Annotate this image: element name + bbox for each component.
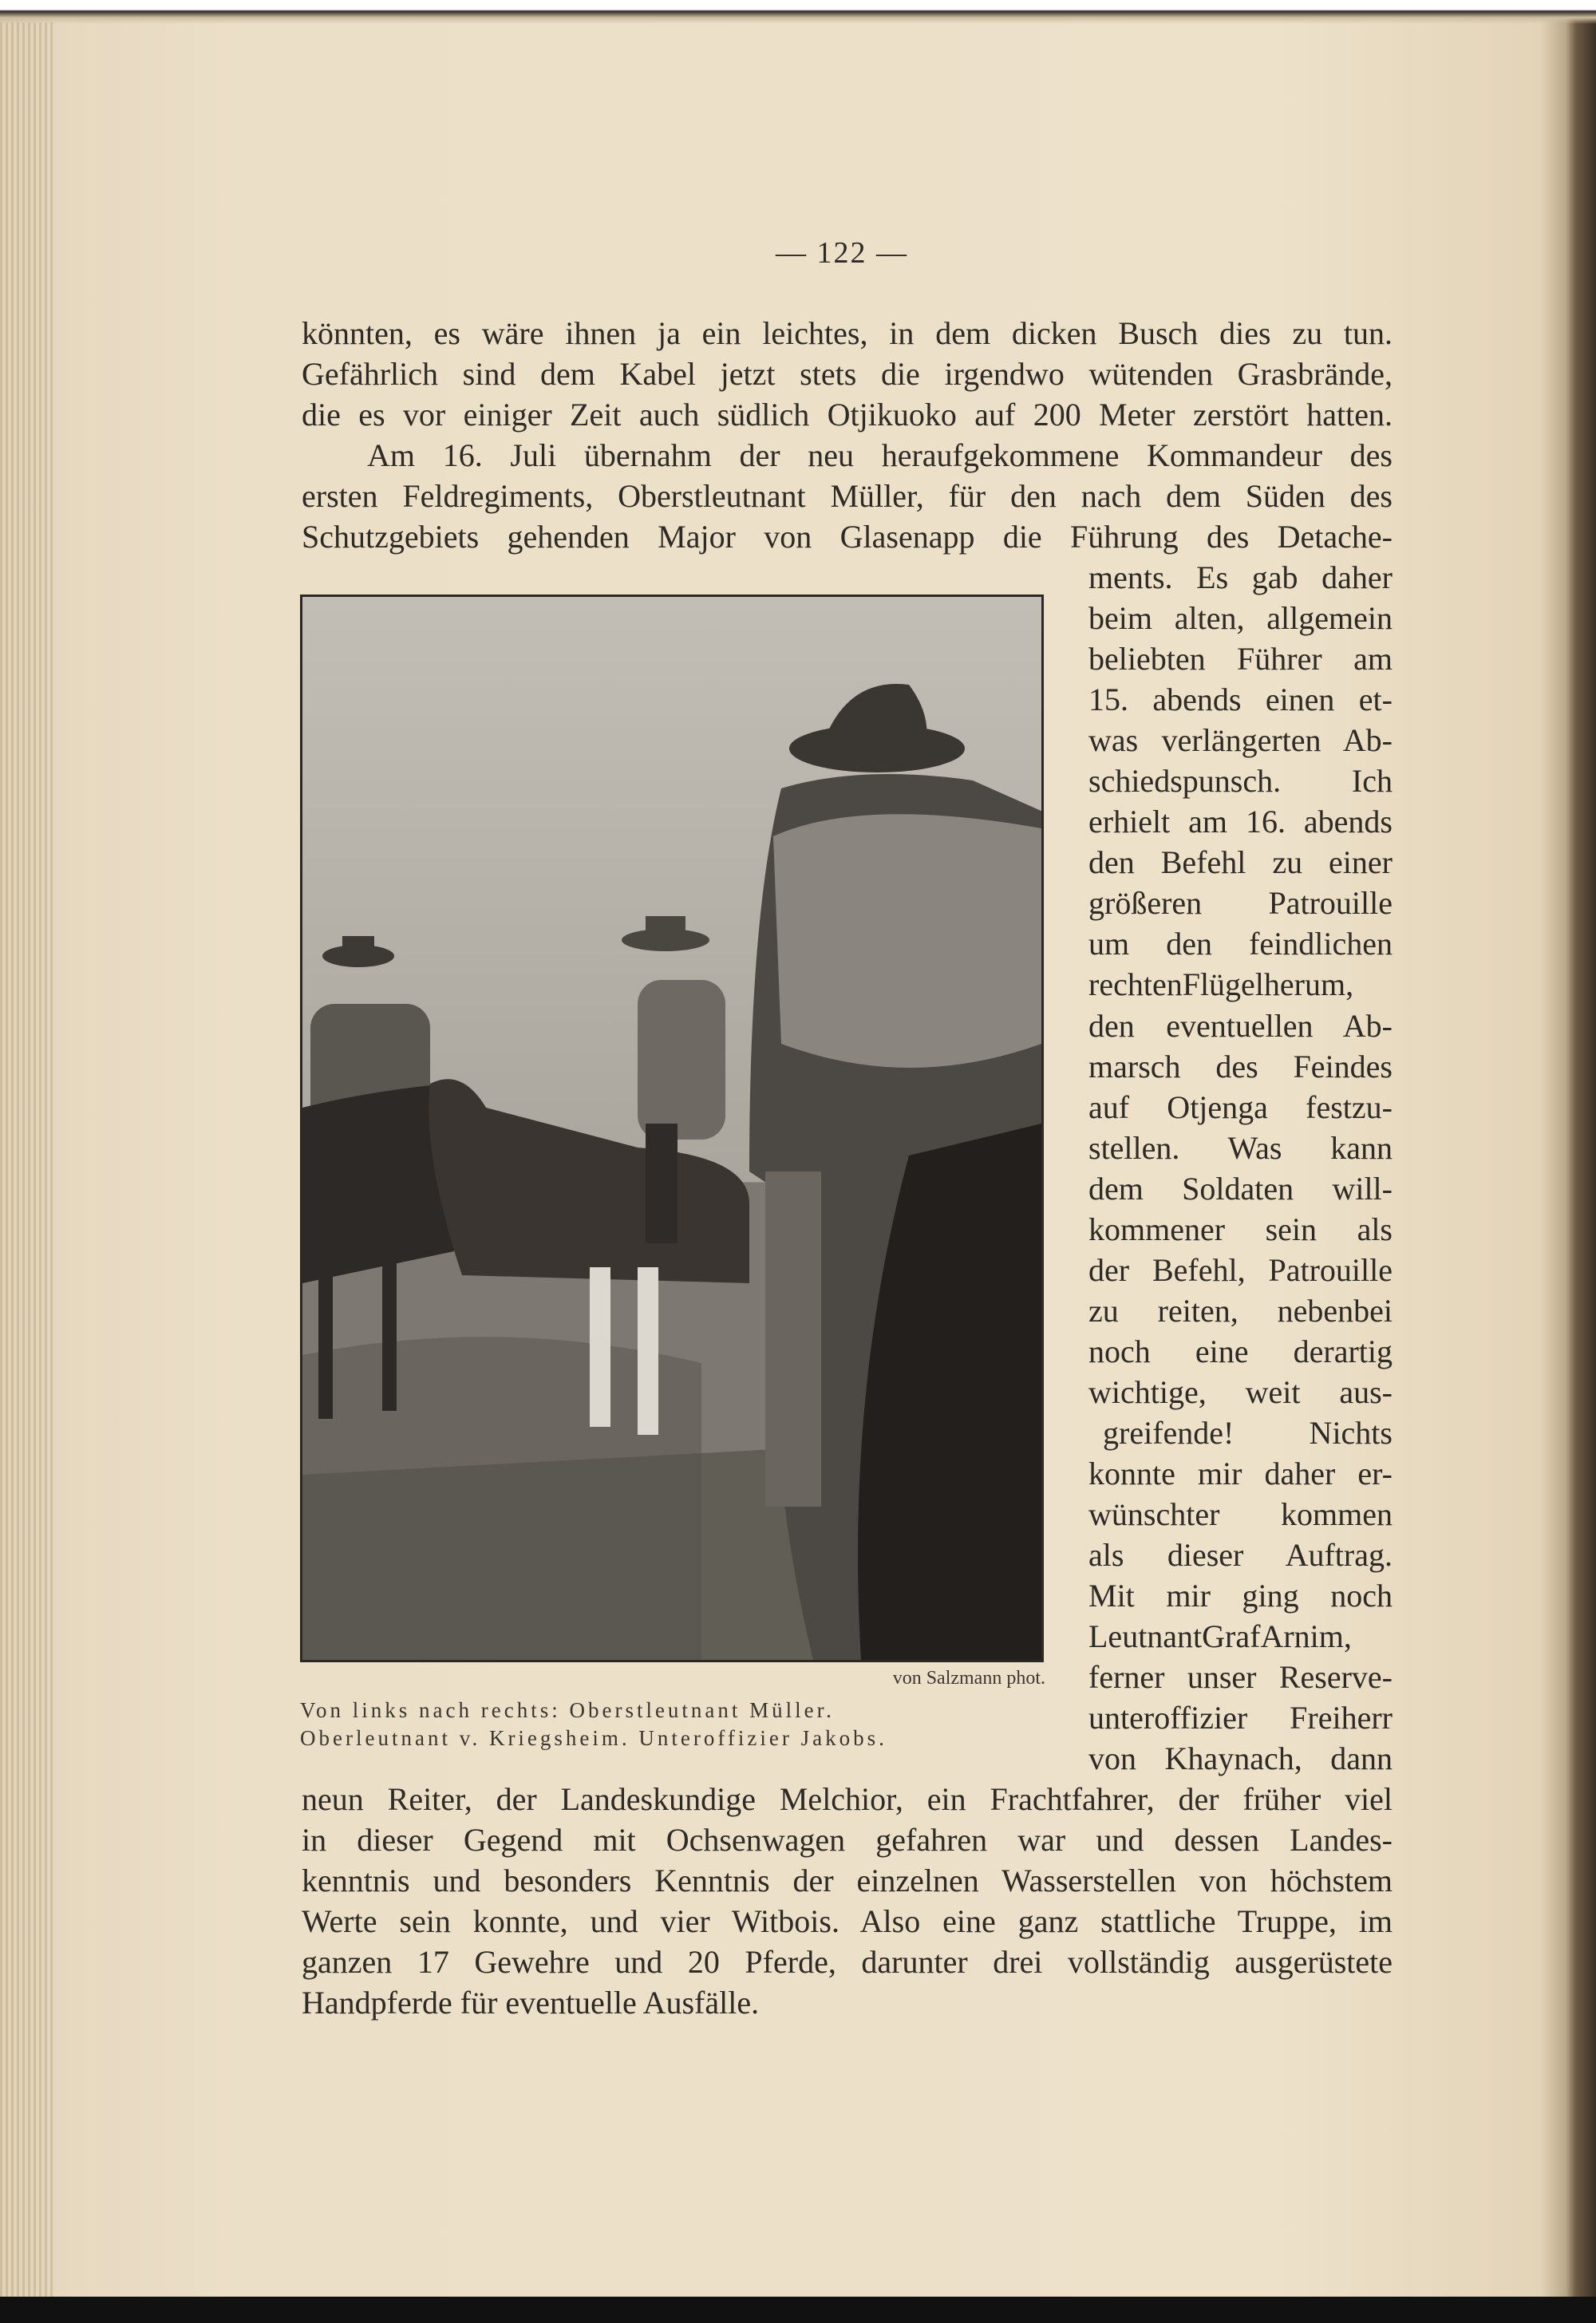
text-line: ments. Es gab daher — [1088, 559, 1393, 596]
text-line: wünschter kommen — [1088, 1495, 1393, 1532]
text-line: 15. abends einen et- — [1088, 681, 1393, 718]
text-line: ganzen 17 Gewehre und 20 Pferde, darunter drei vollständig ausgerüstete — [302, 1944, 1393, 1981]
text-line: neun Reiter, der Landeskundige Melchior, ein Frachtfahrer, der früher viel — [302, 1781, 1393, 1818]
text-line: ferner unser Reserve- — [1088, 1658, 1393, 1695]
page-number: — 122 — — [776, 236, 908, 270]
text-line: greifende! Nichts — [1103, 1414, 1393, 1451]
text-line: Am 16. Juli übernahm der neu heraufgekommene Kommandeur des — [367, 437, 1393, 474]
text-line: stellen. Was kann — [1088, 1129, 1393, 1166]
text-line: noch eine derartig — [1088, 1333, 1393, 1369]
text-line: von Khaynach, dann — [1088, 1740, 1393, 1777]
text-line: schiedspunsch. Ich — [1088, 763, 1393, 800]
text-line: dem Soldaten will- — [1088, 1170, 1393, 1207]
text-line: auf Otjenga festzu- — [1088, 1088, 1393, 1125]
text-line: rechtenFlügelherum, — [1088, 966, 1354, 1003]
text-line: den eventuellen Ab- — [1088, 1007, 1393, 1044]
text-line: Handpferde für eventuelle Ausfälle. — [302, 1985, 760, 2021]
photo-image — [302, 597, 1041, 1660]
top-edge — [0, 0, 1596, 24]
photograph-riders — [300, 595, 1044, 1662]
bottom-edge — [0, 2297, 1596, 2323]
text-line: Schutzgebiets gehenden Major von Glasenapp die Führung des Detache- — [302, 519, 1393, 555]
text-line: was verlängerten Ab- — [1088, 722, 1393, 759]
text-line: konnte mir daher er- — [1088, 1455, 1393, 1491]
text-line: beliebten Führer am — [1088, 641, 1393, 678]
text-line: Werte sein konnte, und vier Witbois. Also eine ganz stattliche Truppe, im — [302, 1903, 1393, 1940]
page-stack-edge — [0, 22, 56, 2297]
text-line: größeren Patrouille — [1088, 885, 1393, 922]
text-line: könnten, es wäre ihnen ja ein leichtes, in dem dicken Busch dies zu tun. — [302, 315, 1393, 351]
text-line: kenntnis und besonders Kenntnis der einzelnen Wasserstellen von höchstem — [302, 1863, 1393, 1899]
figure-caption-line: Oberleutnant v. Kriegsheim. Unteroffizier Jakobs. — [300, 1726, 887, 1750]
text-line: Gefährlich sind dem Kabel jetzt stets die irgendwo wütenden Grasbrände, — [302, 356, 1393, 393]
text-line: erhielt am 16. abends — [1088, 804, 1393, 840]
photo-credit: von Salzmann phot. — [892, 1668, 1045, 1689]
text-line: beim alten, allgemein — [1088, 600, 1393, 637]
text-line: Mit mir ging noch — [1088, 1577, 1393, 1614]
text-line: den Befehl zu einer — [1088, 844, 1393, 881]
text-line: als dieser Auftrag. — [1088, 1536, 1393, 1573]
text-line: LeutnantGrafArnim, — [1088, 1618, 1352, 1654]
text-line: kommener sein als — [1088, 1211, 1393, 1247]
text-line: zu reiten, nebenbei — [1088, 1292, 1393, 1329]
figure-caption-line: Von links nach rechts: Oberstleutnant Müller. — [300, 1698, 835, 1722]
text-line: um den feindlichen — [1088, 926, 1393, 962]
text-line: die es vor einiger Zeit auch südlich Otjikuoko auf 200 Meter zerstört hatten. — [302, 397, 1393, 433]
text-line: unteroffizier Freiherr — [1088, 1700, 1393, 1736]
text-line: der Befehl, Patrouille — [1088, 1251, 1393, 1288]
text-line: ersten Feldregiments, Oberstleutnant Müller, für den nach dem Süden des — [302, 478, 1393, 515]
text-line: marsch des Feindes — [1088, 1048, 1393, 1084]
text-line: wichtige, weit aus- — [1088, 1373, 1393, 1410]
text-line: in dieser Gegend mit Ochsenwagen gefahren war und dessen Landes- — [302, 1822, 1393, 1859]
